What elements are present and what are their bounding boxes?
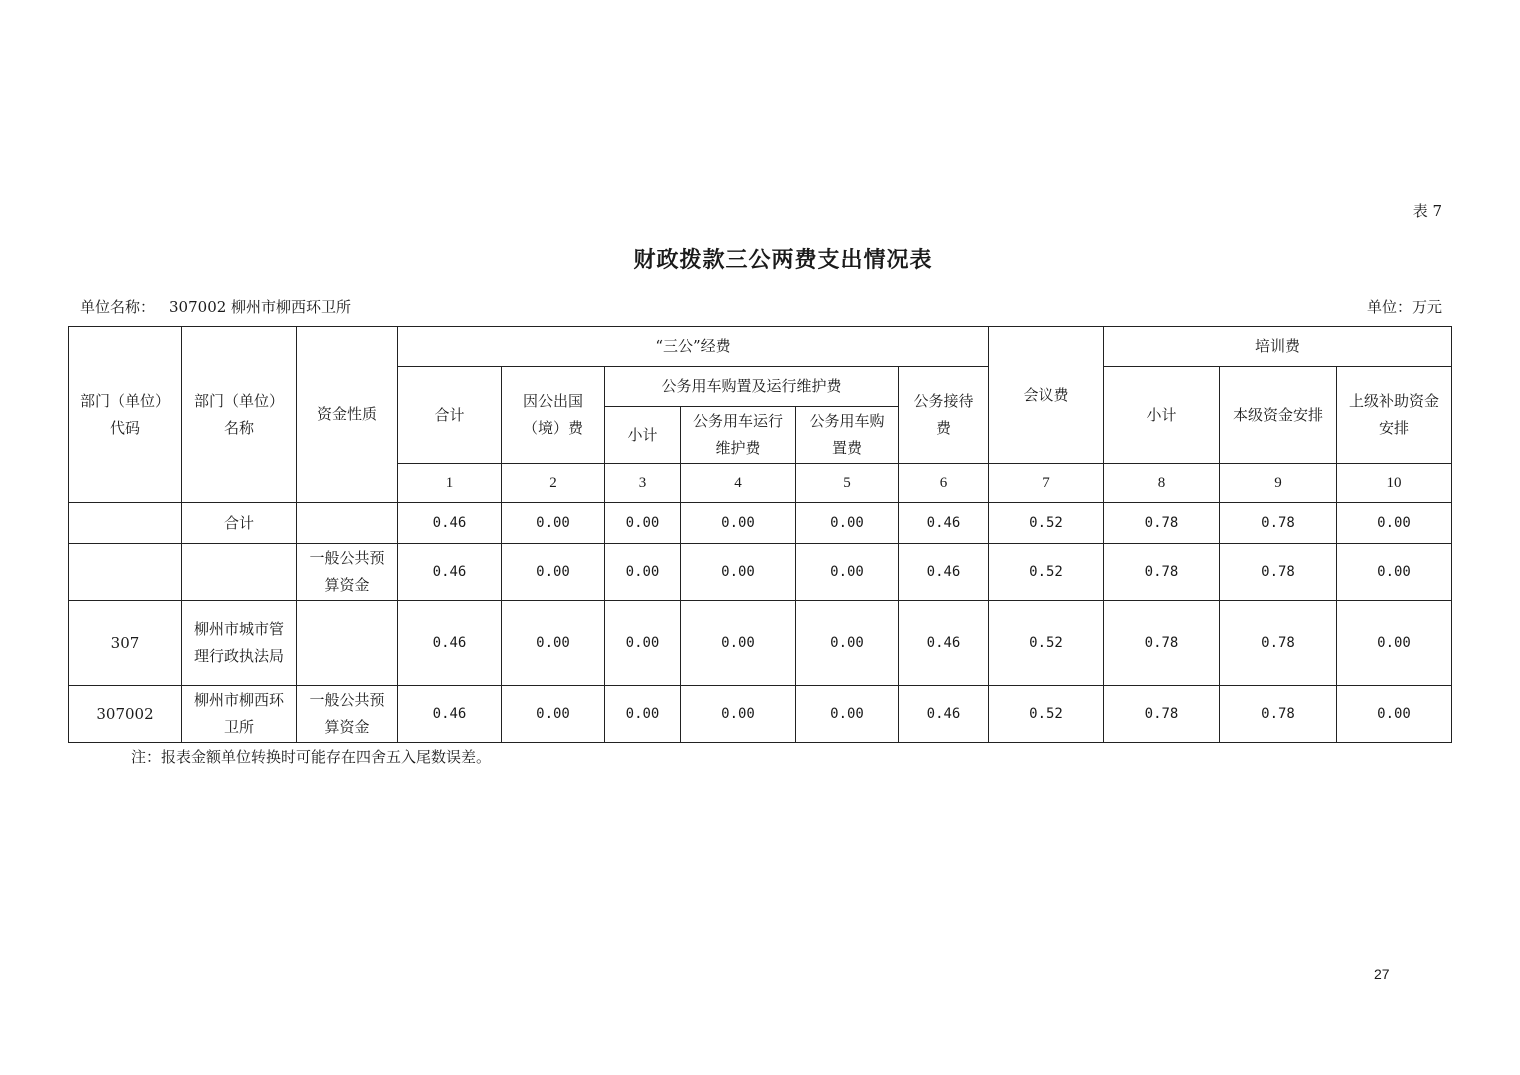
column-number: 10 — [1337, 464, 1452, 503]
table-row — [69, 544, 1452, 601]
row-name: 合计 — [182, 503, 297, 544]
table-number: 表 7 — [1412, 202, 1442, 220]
row-value: 0.46 — [899, 503, 989, 544]
row-value: 0.46 — [899, 544, 989, 601]
header-train-superior: 上级补助资金安排 — [1337, 367, 1452, 464]
column-number: 3 — [605, 464, 681, 503]
expenditure-table — [68, 326, 1452, 743]
row-value: 0.00 — [1337, 601, 1452, 686]
row-name — [182, 544, 297, 601]
header-dept-code: 部门（单位）代码 — [69, 327, 182, 503]
header-fund-nature: 资金性质 — [297, 327, 398, 503]
row-value: 0.46 — [398, 503, 502, 544]
row-value: 0.00 — [681, 544, 796, 601]
row-fund — [297, 503, 398, 544]
row-value: 0.00 — [796, 544, 899, 601]
header-abroad: 因公出国（境）费 — [502, 367, 605, 464]
footnote: 注：报表金额单位转换时可能存在四舍五入尾数误差。 — [131, 748, 492, 766]
column-number: 8 — [1104, 464, 1220, 503]
row-value: 0.78 — [1220, 601, 1337, 686]
row-value: 0.00 — [605, 503, 681, 544]
row-name: 柳州市城市管理行政执法局 — [182, 601, 297, 686]
row-name: 柳州市柳西环卫所 — [182, 686, 297, 743]
row-value: 0.00 — [502, 686, 605, 743]
row-value: 0.00 — [681, 686, 796, 743]
unit-name-label: 单位名称： — [80, 298, 156, 316]
row-value: 0.00 — [681, 601, 796, 686]
row-value: 0.78 — [1104, 686, 1220, 743]
column-number: 7 — [989, 464, 1104, 503]
row-value: 0.52 — [989, 544, 1104, 601]
row-value: 0.46 — [398, 686, 502, 743]
table-row — [69, 503, 1452, 544]
unit-name-value: 307002 柳州市柳西环卫所 — [169, 298, 352, 316]
header-train-local: 本级资金安排 — [1220, 367, 1337, 464]
header-total: 合计 — [398, 367, 502, 464]
header-car-running: 公务用车运行维护费 — [681, 407, 796, 464]
row-code: 307002 — [69, 686, 182, 743]
row-value: 0.78 — [1104, 601, 1220, 686]
column-number: 1 — [398, 464, 502, 503]
row-code — [69, 544, 182, 601]
row-value: 0.00 — [502, 544, 605, 601]
row-value: 0.00 — [796, 686, 899, 743]
unit-name — [80, 296, 351, 317]
row-value: 0.46 — [899, 601, 989, 686]
table-row — [69, 686, 1452, 743]
page-title: 财政拨款三公两费支出情况表 — [633, 247, 933, 273]
row-value: 0.00 — [502, 503, 605, 544]
row-value: 0.46 — [398, 544, 502, 601]
header-car-subtotal: 小计 — [605, 407, 681, 464]
unit-label: 单位：万元 — [1366, 298, 1442, 316]
table-row — [69, 601, 1452, 686]
row-fund: 一般公共预算资金 — [297, 686, 398, 743]
row-value: 0.78 — [1220, 686, 1337, 743]
header-train-subtotal: 小计 — [1104, 367, 1220, 464]
page-number: 27 — [1374, 966, 1390, 982]
row-value: 0.00 — [605, 544, 681, 601]
row-value: 0.00 — [1337, 686, 1452, 743]
row-fund — [297, 601, 398, 686]
row-value: 0.52 — [989, 686, 1104, 743]
column-number: 4 — [681, 464, 796, 503]
header-car-purchase: 公务用车购置费 — [796, 407, 899, 464]
column-number: 9 — [1220, 464, 1337, 503]
row-value: 0.52 — [989, 601, 1104, 686]
column-number: 5 — [796, 464, 899, 503]
row-value: 0.46 — [398, 601, 502, 686]
row-fund: 一般公共预算资金 — [297, 544, 398, 601]
header-row-1 — [69, 327, 1452, 367]
row-value: 0.46 — [899, 686, 989, 743]
row-value: 0.00 — [1337, 544, 1452, 601]
row-value: 0.00 — [605, 686, 681, 743]
row-value: 0.78 — [1104, 503, 1220, 544]
row-value: 0.00 — [502, 601, 605, 686]
header-reception: 公务接待费 — [899, 367, 989, 464]
row-value: 0.00 — [796, 601, 899, 686]
header-meeting: 会议费 — [989, 327, 1104, 464]
header-car-group: 公务用车购置及运行维护费 — [605, 367, 899, 407]
column-number: 6 — [899, 464, 989, 503]
row-code: 307 — [69, 601, 182, 686]
row-value: 0.00 — [605, 601, 681, 686]
row-value: 0.78 — [1220, 544, 1337, 601]
row-value: 0.52 — [989, 503, 1104, 544]
row-value: 0.00 — [681, 503, 796, 544]
row-value: 0.00 — [796, 503, 899, 544]
column-number: 2 — [502, 464, 605, 503]
header-training: 培训费 — [1104, 327, 1452, 367]
header-dept-name: 部门（单位）名称 — [182, 327, 297, 503]
row-value: 0.78 — [1220, 503, 1337, 544]
row-value: 0.00 — [1337, 503, 1452, 544]
header-sangong: “三公”经费 — [398, 327, 989, 367]
row-code — [69, 503, 182, 544]
row-value: 0.78 — [1104, 544, 1220, 601]
